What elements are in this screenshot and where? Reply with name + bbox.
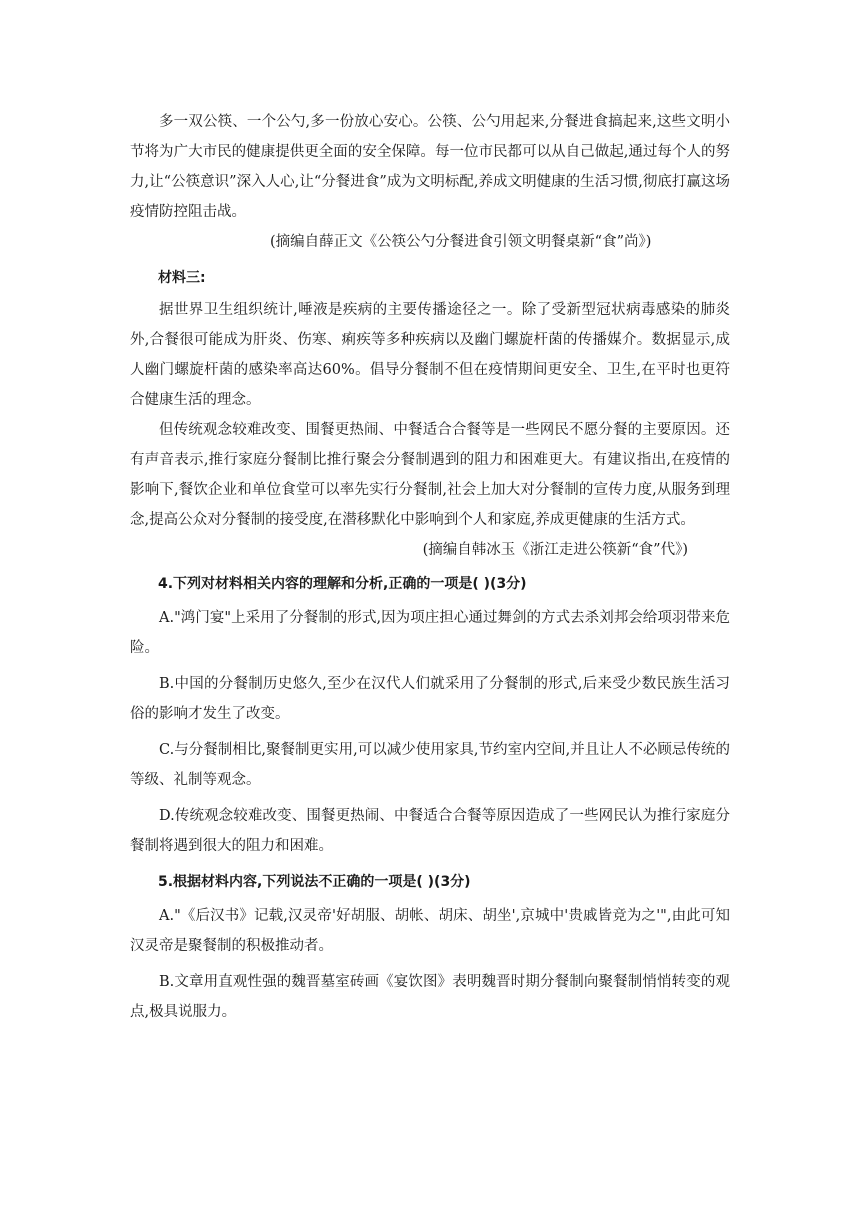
question-4-option-d: D.传统观念较难改变、围餐更热闹、中餐适合合餐等原因造成了一些网民认为推行家庭分餐制将遇到很大的阻力和困难。 bbox=[130, 808, 730, 854]
paragraph-traditional-views: 但传统观念较难改变、围餐更热闹、中餐适合合餐等是一些网民不愿分餐的主要原因。还有声音表示,推行家庭分餐制比推行聚会分餐制遇到的阻力和困难更大。有建议指出,在疫情的影响下,餐饮企业和单位食堂可以率先实行分餐制,社会上加大对分餐制的宣传力度,从服务到理念,提高公众对分餐制的接受度,在潜移默化中影响到个人和家庭,养成更健康的生活方式。 bbox=[130, 422, 730, 528]
paragraph-who-statistics: 据世界卫生组织统计,唾液是疾病的主要传播途径之一。除了受新型冠状病毒感染的肺炎外,合餐很可能成为肝炎、伤寒、痢疾等多种疾病以及幽门螺旋杆菌的传播媒介。数据显示,成人幽门螺旋杆菌的感染率高达60%。倡导分餐制不但在疫情期间更安全、卫生,在平时也更符合健康生活的理念。 bbox=[130, 302, 730, 408]
document-body bbox=[130, 107, 730, 1033]
question-5-option-a: A."《后汉书》记载,汉灵帝'好胡服、胡帐、胡床、胡坐',京城中'贵戚皆竞为之'",由此可知汉灵帝是聚餐制的积极推动者。 bbox=[130, 908, 730, 954]
source-citation-2: (摘编自韩冰玉《浙江走进公筷新“食”代》) bbox=[422, 542, 688, 558]
question-4-option-b: B.中国的分餐制历史悠久,至少在汉代人们就采用了分餐制的形式,后来受少数民族生活习俗的影响才发生了改变。 bbox=[130, 676, 730, 722]
question-4-option-a: A."鸿门宴"上采用了分餐制的形式,因为项庄担心通过舞剑的方式去杀刘邦会给项羽带来危险。 bbox=[130, 610, 730, 656]
source-citation-1: (摘编自薛正文《公筷公勺分餐进食引领文明餐桌新“食”尚》) bbox=[270, 234, 652, 250]
question-5-option-b: B.文章用直观性强的魏晋墓室砖画《宴饮图》表明魏晋时期分餐制向聚餐制悄悄转变的观点,极具说服力。 bbox=[130, 974, 730, 1020]
question-4-option-c: C.与分餐制相比,聚餐制更实用,可以减少使用家具,节约室内空间,并且让人不必顾忌传统的等级、礼制等观念。 bbox=[130, 742, 730, 788]
question-5: 5.根据材料内容,下列说法不正确的一项是( )(3分) bbox=[158, 874, 471, 890]
paragraph-public-chopsticks: 多一双公筷、一个公勺,多一份放心安心。公筷、公勺用起来,分餐进食搞起来,这些文明小节将为广大市民的健康提供更全面的安全保障。每一位市民都可以从自己做起,通过每个人的努力,让“公筷意识”深入人心,让“分餐进食”成为文明标配,养成文明健康的生活习惯,彻底打赢这场疫情防控阻击战。 bbox=[130, 114, 730, 220]
question-4: 4.下列对材料相关内容的理解和分析,正确的一项是( )(3分) bbox=[158, 576, 527, 592]
material-three-heading: 材料三: bbox=[158, 270, 206, 286]
